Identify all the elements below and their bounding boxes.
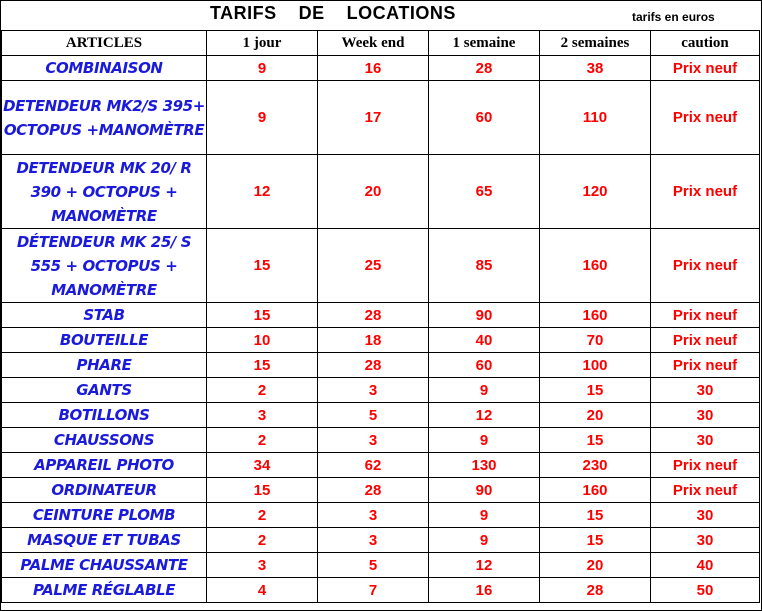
table-row: [2, 478, 760, 503]
page-title: TARIFS DE LOCATIONS: [210, 3, 456, 23]
price-cell: 160: [540, 303, 651, 328]
price-cell: 16: [429, 578, 540, 603]
price-cell: 160: [540, 229, 651, 303]
price-cell: 15: [207, 229, 318, 303]
column-header: Week end: [318, 31, 429, 56]
article-name: CEINTURE PLOMB: [2, 503, 207, 528]
price-cell: 160: [540, 478, 651, 503]
price-cell: 30: [651, 528, 760, 553]
table-row: [2, 229, 760, 303]
column-header: ARTICLES: [2, 31, 207, 56]
price-cell: 20: [540, 403, 651, 428]
column-header: 2 semaines: [540, 31, 651, 56]
price-cell: 110: [540, 81, 651, 155]
price-cell: 90: [429, 303, 540, 328]
price-cell: 15: [207, 478, 318, 503]
price-cell: 28: [540, 578, 651, 603]
price-cell: 28: [318, 353, 429, 378]
price-cell: 9: [429, 378, 540, 403]
price-cell: 15: [540, 428, 651, 453]
price-cell: 38: [540, 56, 651, 81]
table-row: [2, 453, 760, 478]
price-cell: 60: [429, 81, 540, 155]
price-cell: Prix neuf: [651, 56, 760, 81]
price-cell: 130: [429, 453, 540, 478]
price-cell: Prix neuf: [651, 303, 760, 328]
price-cell: 40: [429, 328, 540, 353]
price-cell: 2: [207, 528, 318, 553]
price-cell: 4: [207, 578, 318, 603]
table-row: [2, 553, 760, 578]
price-cell: 70: [540, 328, 651, 353]
table-row: [2, 56, 760, 81]
article-name: BOUTEILLE: [2, 328, 207, 353]
column-header: 1 semaine: [429, 31, 540, 56]
article-name: PALME RÉGLABLE: [2, 578, 207, 603]
price-cell: 9: [207, 81, 318, 155]
price-cell: 62: [318, 453, 429, 478]
article-name: GANTS: [2, 378, 207, 403]
price-cell: 30: [651, 503, 760, 528]
price-cell: 90: [429, 478, 540, 503]
price-cell: Prix neuf: [651, 328, 760, 353]
table-row: [2, 528, 760, 553]
price-cell: 3: [318, 378, 429, 403]
table-row: [2, 81, 760, 155]
price-cell: 50: [651, 578, 760, 603]
table-row: [2, 578, 760, 603]
article-name: DETENDEUR MK 20/ R 390 + OCTOPUS + MANOMÈTRE: [2, 155, 207, 229]
price-cell: 17: [318, 81, 429, 155]
price-cell: 2: [207, 503, 318, 528]
price-cell: 16: [318, 56, 429, 81]
price-cell: 30: [651, 428, 760, 453]
price-cell: 28: [318, 478, 429, 503]
price-cell: 9: [429, 528, 540, 553]
price-cell: 30: [651, 378, 760, 403]
price-cell: 30: [651, 403, 760, 428]
price-cell: 12: [207, 155, 318, 229]
price-cell: 15: [540, 503, 651, 528]
title-row: [0, 0, 762, 30]
price-cell: 20: [540, 553, 651, 578]
price-cell: 100: [540, 353, 651, 378]
column-header: 1 jour: [207, 31, 318, 56]
price-cell: Prix neuf: [651, 229, 760, 303]
price-cell: 12: [429, 403, 540, 428]
price-cell: 3: [318, 428, 429, 453]
price-cell: 9: [429, 428, 540, 453]
price-cell: 9: [429, 503, 540, 528]
price-cell: 34: [207, 453, 318, 478]
article-name: STAB: [2, 303, 207, 328]
price-table: [1, 30, 760, 603]
price-cell: 15: [540, 528, 651, 553]
price-cell: 3: [207, 403, 318, 428]
price-cell: 7: [318, 578, 429, 603]
price-cell: 2: [207, 428, 318, 453]
table-row: [2, 428, 760, 453]
article-name: BOTILLONS: [2, 403, 207, 428]
price-cell: Prix neuf: [651, 155, 760, 229]
table-row: [2, 303, 760, 328]
article-name: DÉTENDEUR MK 25/ S 555 + OCTOPUS + MANOMÈTRE: [2, 229, 207, 303]
article-name: ORDINATEUR: [2, 478, 207, 503]
price-cell: 5: [318, 403, 429, 428]
price-cell: Prix neuf: [651, 478, 760, 503]
price-cell: 15: [540, 378, 651, 403]
price-cell: 3: [318, 528, 429, 553]
price-cell: 65: [429, 155, 540, 229]
article-name: MASQUE ET TUBAS: [2, 528, 207, 553]
price-cell: 3: [207, 553, 318, 578]
price-cell: Prix neuf: [651, 353, 760, 378]
article-name: COMBINAISON: [2, 56, 207, 81]
price-cell: 10: [207, 328, 318, 353]
price-cell: 28: [429, 56, 540, 81]
price-cell: 2: [207, 378, 318, 403]
price-cell: 12: [429, 553, 540, 578]
price-cell: 28: [318, 303, 429, 328]
price-cell: 85: [429, 229, 540, 303]
table-row: [2, 353, 760, 378]
price-cell: Prix neuf: [651, 81, 760, 155]
price-cell: 3: [318, 503, 429, 528]
article-name: PALME CHAUSSANTE: [2, 553, 207, 578]
currency-note: tarifs en euros: [632, 10, 715, 24]
article-name: CHAUSSONS: [2, 428, 207, 453]
table-row: [2, 328, 760, 353]
price-cell: 18: [318, 328, 429, 353]
table-row: [2, 155, 760, 229]
price-cell: 60: [429, 353, 540, 378]
article-name: APPAREIL PHOTO: [2, 453, 207, 478]
price-cell: 40: [651, 553, 760, 578]
price-cell: 20: [318, 155, 429, 229]
price-cell: 15: [207, 353, 318, 378]
column-header: caution: [651, 31, 760, 56]
price-cell: 230: [540, 453, 651, 478]
table-row: [2, 503, 760, 528]
price-cell: Prix neuf: [651, 453, 760, 478]
price-cell: 120: [540, 155, 651, 229]
table-row: [2, 378, 760, 403]
article-name: PHARE: [2, 353, 207, 378]
price-cell: 9: [207, 56, 318, 81]
price-cell: 25: [318, 229, 429, 303]
price-cell: 15: [207, 303, 318, 328]
table-header-row: [2, 31, 760, 56]
price-cell: 5: [318, 553, 429, 578]
article-name: DETENDEUR MK2/S 395+ OCTOPUS +MANOMÈTRE: [2, 81, 207, 155]
table-row: [2, 403, 760, 428]
